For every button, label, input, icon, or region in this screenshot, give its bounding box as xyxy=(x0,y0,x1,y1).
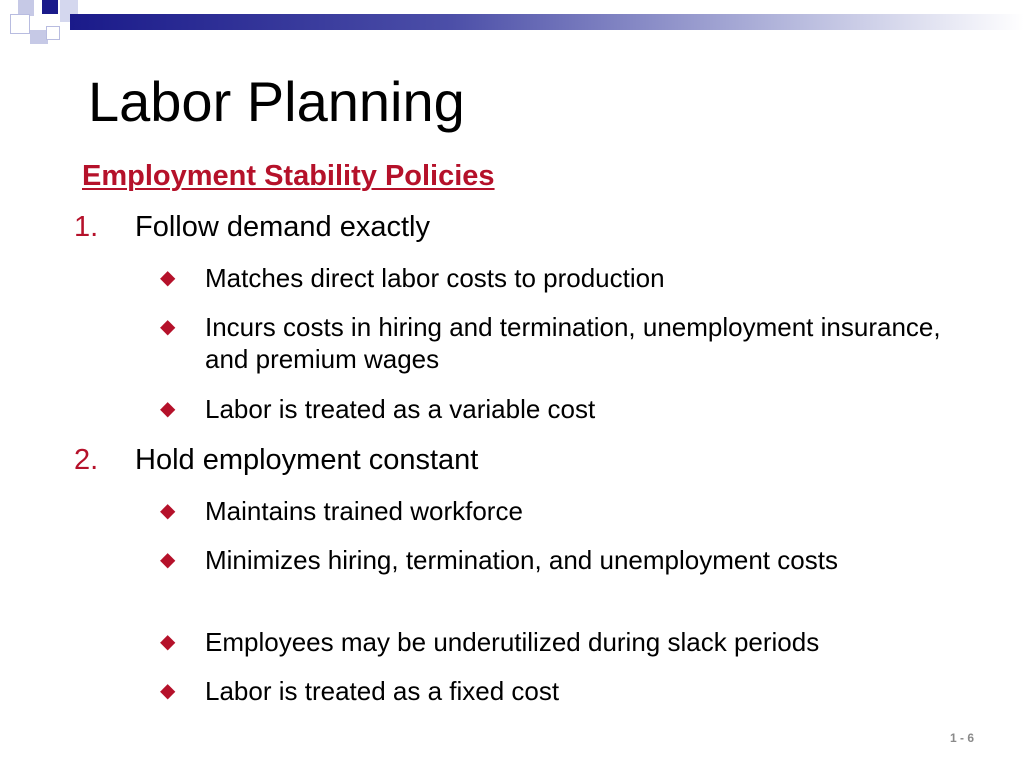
policy-label: Hold employment constant xyxy=(135,444,479,476)
diamond-bullet-icon: ◆ xyxy=(160,316,176,338)
policy-label: Follow demand exactly xyxy=(135,211,430,243)
diamond-bullet-icon: ◆ xyxy=(160,549,176,571)
header-gradient-bar xyxy=(70,14,1024,30)
policy-number: 2. xyxy=(74,444,99,476)
diamond-bullet-icon: ◆ xyxy=(160,398,176,420)
diamond-bullet-icon: ◆ xyxy=(160,680,176,702)
policy-point-text: Maintains trained workforce xyxy=(205,496,523,526)
policy-point-text: Labor is treated as a variable cost xyxy=(205,394,596,424)
decor-square xyxy=(46,26,60,40)
decor-square xyxy=(10,14,30,34)
slide-subtitle: Employment Stability Policies xyxy=(82,160,495,192)
policy-point-text: Minimizes hiring, termination, and unemployment costs xyxy=(205,545,838,575)
policy-point-text: Incurs costs in hiring and termination, unemployment insurance, and premium wages xyxy=(205,312,941,374)
policy-number: 1. xyxy=(74,211,99,243)
page-number: 1 - 6 xyxy=(950,731,975,745)
policy-point-text: Matches direct labor costs to production xyxy=(205,263,665,293)
decor-square xyxy=(42,0,58,14)
policy-point-text: Employees may be underutilized during slack periods xyxy=(205,627,820,657)
diamond-bullet-icon: ◆ xyxy=(160,631,176,653)
policy-point-text: Labor is treated as a fixed cost xyxy=(205,676,560,706)
diamond-bullet-icon: ◆ xyxy=(160,500,176,522)
slide-title: Labor Planning xyxy=(88,70,465,133)
diamond-bullet-icon: ◆ xyxy=(160,267,176,289)
